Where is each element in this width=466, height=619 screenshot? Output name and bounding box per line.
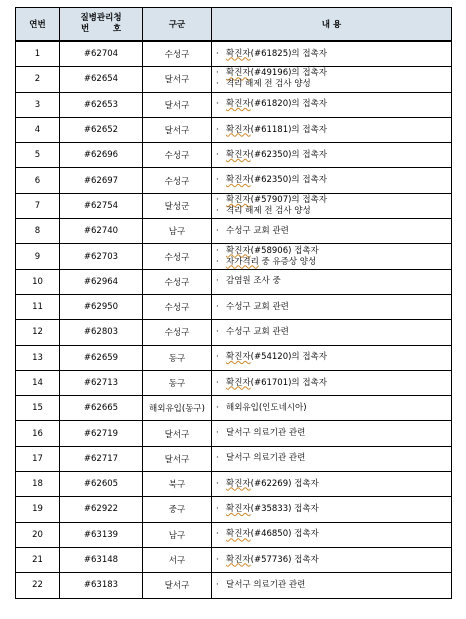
content-term: 확진자 [226,554,251,565]
content-line [216,378,451,389]
content-line [216,99,451,110]
table-body [16,41,452,598]
content-line [216,246,451,257]
cell-district: 달서구 [143,446,212,471]
content-text: (#62269) 접촉자 [250,478,319,489]
bullet-mark: · [216,194,219,205]
table-row [16,92,452,117]
case-table-container [15,7,452,599]
content-term: 확진자 [226,194,251,205]
content-line [216,195,451,206]
cell-district: 달서구 [143,573,212,598]
bullet-mark: · [216,352,219,363]
content-line [216,327,451,338]
cell-district: 북구 [143,472,212,497]
table-row [16,320,452,345]
content-term: 자가격리 [226,256,259,267]
content-line [216,276,451,287]
cell-case-id: #62922 [60,497,143,522]
content-text: (#61181)의 접촉자 [250,124,327,135]
header-content: 내 용 [212,8,452,42]
cell-district: 동구 [143,345,212,370]
cell-no: 2 [16,67,60,92]
cell-content [212,320,452,345]
cell-content [212,547,452,572]
table-row [16,244,452,269]
content-line [216,529,451,540]
cell-content [212,143,452,168]
cell-case-id: #62696 [60,143,143,168]
cell-content [212,92,452,117]
bullet-mark: · [216,175,219,186]
cell-no: 4 [16,117,60,142]
bullet-mark: · [216,79,219,90]
cell-content [212,269,452,294]
bullet-mark: · [216,124,219,135]
cell-content [212,472,452,497]
content-term: 확진자 [226,377,251,388]
cell-district: 서구 [143,547,212,572]
cell-no: 7 [16,193,60,218]
bullet-mark: · [216,554,219,565]
cell-district: 수성구 [143,320,212,345]
bullet-mark: · [216,301,219,312]
bullet-mark: · [216,326,219,337]
table-row [16,522,452,547]
cell-case-id: #62803 [60,320,143,345]
table-row [16,547,452,572]
content-text: 수성구 교회 관련 [226,225,289,236]
content-term: 확진자 [226,352,251,363]
cell-case-id: #63139 [60,522,143,547]
cell-district: 달서구 [143,117,212,142]
cell-content [212,219,452,244]
cell-case-id: #62717 [60,446,143,471]
cell-case-id: #62659 [60,345,143,370]
cell-content [212,446,452,471]
cell-case-id: #62654 [60,67,143,92]
bullet-mark: · [216,377,219,388]
cell-no: 15 [16,396,60,421]
header-no: 연번 [16,8,60,42]
content-term: 확진자 [226,124,251,135]
header-case-id [60,8,143,42]
case-table [15,7,452,599]
content-text: 중 유증상 양성 [258,256,317,267]
table-header [16,8,452,42]
bullet-mark: · [216,579,219,590]
content-text: 달서구 의료기관 관련 [226,428,306,439]
header-case-id-line2: 번 호 [80,24,122,34]
cell-content [212,396,452,421]
cell-no: 19 [16,497,60,522]
table-row [16,497,452,522]
cell-no: 3 [16,92,60,117]
bullet-mark: · [216,225,219,236]
cell-case-id: #63148 [60,547,143,572]
cell-no: 1 [16,41,60,67]
content-text: 감염원 조사 중 [226,276,281,287]
table-row [16,219,452,244]
bullet-mark: · [216,503,219,514]
cell-content [212,345,452,370]
table-row [16,168,452,193]
content-text: (#54120)의 접촉자 [250,352,327,363]
content-text: (#49196)의 접촉자 [250,68,327,79]
cell-no: 8 [16,219,60,244]
content-term: 확진자 [226,175,251,186]
cell-no: 18 [16,472,60,497]
cell-district: 남구 [143,522,212,547]
table-row [16,370,452,395]
cell-case-id: #62697 [60,168,143,193]
cell-content [212,497,452,522]
content-text: 수성구 교회 관련 [226,301,289,312]
bullet-mark: · [216,529,219,540]
content-line [216,453,451,464]
cell-content [212,294,452,319]
content-text: 수성구 교회 관련 [226,326,289,337]
content-line [216,206,451,217]
cell-district: 중구 [143,497,212,522]
content-term: 확진자 [226,99,251,110]
cell-case-id: #62713 [60,370,143,395]
cell-case-id: #62653 [60,92,143,117]
content-text: (#46850) 접촉자 [250,529,319,540]
cell-district: 달성군 [143,193,212,218]
cell-content [212,421,452,446]
cell-content [212,168,452,193]
cell-no: 14 [16,370,60,395]
cell-district: 해외유입(동구) [143,396,212,421]
cell-case-id: #62605 [60,472,143,497]
content-line [216,125,451,136]
cell-district: 동구 [143,370,212,395]
bullet-mark: · [216,478,219,489]
content-line [216,504,451,515]
content-line [216,226,451,237]
header-district: 구군 [143,8,212,42]
content-text: (#61701)의 접촉자 [250,377,327,388]
content-text: (#58906) 접촉자 [250,245,319,256]
cell-content [212,67,452,92]
content-line [216,68,451,79]
cell-content [212,193,452,218]
cell-case-id: #62665 [60,396,143,421]
cell-case-id: #62652 [60,117,143,142]
header-case-id-line1: 질병관리청 [80,13,122,23]
table-row [16,269,452,294]
bullet-mark: · [216,245,219,256]
content-line [216,555,451,566]
content-text: (#57907)의 접촉자 [250,194,327,205]
bullet-mark: · [216,48,219,59]
content-text: (#62350)의 접촉자 [250,175,327,186]
content-term: 확진자 [226,149,251,160]
cell-no: 22 [16,573,60,598]
content-term: 확진자 [226,48,251,59]
cell-content [212,117,452,142]
cell-district: 수성구 [143,143,212,168]
bullet-mark: · [216,453,219,464]
cell-district: 남구 [143,219,212,244]
table-row [16,421,452,446]
bullet-mark: · [216,256,219,267]
table-row [16,143,452,168]
bullet-mark: · [216,402,219,413]
content-text: 달서구 의료기관 관련 [226,579,306,590]
table-row [16,117,452,142]
bullet-mark: · [216,149,219,160]
content-text: 해외유입(인도네시아) [226,402,307,413]
content-line [216,352,451,363]
cell-no: 9 [16,244,60,269]
content-text: 격리 해제 전 검사 양성 [226,79,311,90]
cell-content [212,522,452,547]
content-text: (#61825)의 접촉자 [250,48,327,59]
cell-district: 수성구 [143,244,212,269]
cell-case-id: #62964 [60,269,143,294]
content-term: 확진자 [226,503,251,514]
content-line [216,49,451,60]
table-row [16,396,452,421]
table-row [16,573,452,598]
table-row [16,67,452,92]
content-term: 확진자 [226,529,251,540]
header-row [16,8,452,42]
table-row [16,294,452,319]
cell-district: 수성구 [143,269,212,294]
content-line [216,428,451,439]
cell-no: 13 [16,345,60,370]
content-line [216,79,451,90]
cell-district: 달서구 [143,92,212,117]
cell-no: 6 [16,168,60,193]
content-line [216,150,451,161]
content-text: (#35833) 접촉자 [250,503,319,514]
cell-content [212,41,452,67]
cell-case-id: #63183 [60,573,143,598]
content-text: (#62350)의 접촉자 [250,149,327,160]
cell-no: 21 [16,547,60,572]
cell-case-id: #62719 [60,421,143,446]
cell-case-id: #62740 [60,219,143,244]
cell-case-id: #62704 [60,41,143,67]
table-row [16,472,452,497]
cell-case-id: #62703 [60,244,143,269]
cell-case-id: #62754 [60,193,143,218]
content-term: 확진자 [226,478,251,489]
cell-case-id: #62950 [60,294,143,319]
cell-content [212,370,452,395]
content-term: 확진자 [226,68,251,79]
bullet-mark: · [216,428,219,439]
cell-no: 5 [16,143,60,168]
cell-no: 17 [16,446,60,471]
content-line [216,403,451,414]
cell-no: 11 [16,294,60,319]
content-text: (#57736) 접촉자 [250,554,319,565]
cell-content [212,244,452,269]
cell-district: 수성구 [143,168,212,193]
cell-content [212,573,452,598]
cell-no: 12 [16,320,60,345]
content-line [216,302,451,313]
content-line [216,175,451,186]
bullet-mark: · [216,99,219,110]
table-row [16,41,452,67]
table-row [16,193,452,218]
cell-district: 달서구 [143,421,212,446]
table-row [16,345,452,370]
table-row [16,446,452,471]
content-text: (#61820)의 접촉자 [250,99,327,110]
cell-no: 10 [16,269,60,294]
bullet-mark: · [216,276,219,287]
bullet-mark: · [216,68,219,79]
content-line [216,580,451,591]
cell-no: 20 [16,522,60,547]
content-line [216,257,451,268]
cell-district: 수성구 [143,41,212,67]
content-line [216,479,451,490]
cell-no: 16 [16,421,60,446]
content-term: 확진자 [226,245,251,256]
cell-district: 수성구 [143,294,212,319]
cell-district: 달서구 [143,67,212,92]
content-text: 격리 해제 전 검사 양성 [226,205,311,216]
bullet-mark: · [216,205,219,216]
content-text: 달서구 의료기관 관련 [226,453,306,464]
